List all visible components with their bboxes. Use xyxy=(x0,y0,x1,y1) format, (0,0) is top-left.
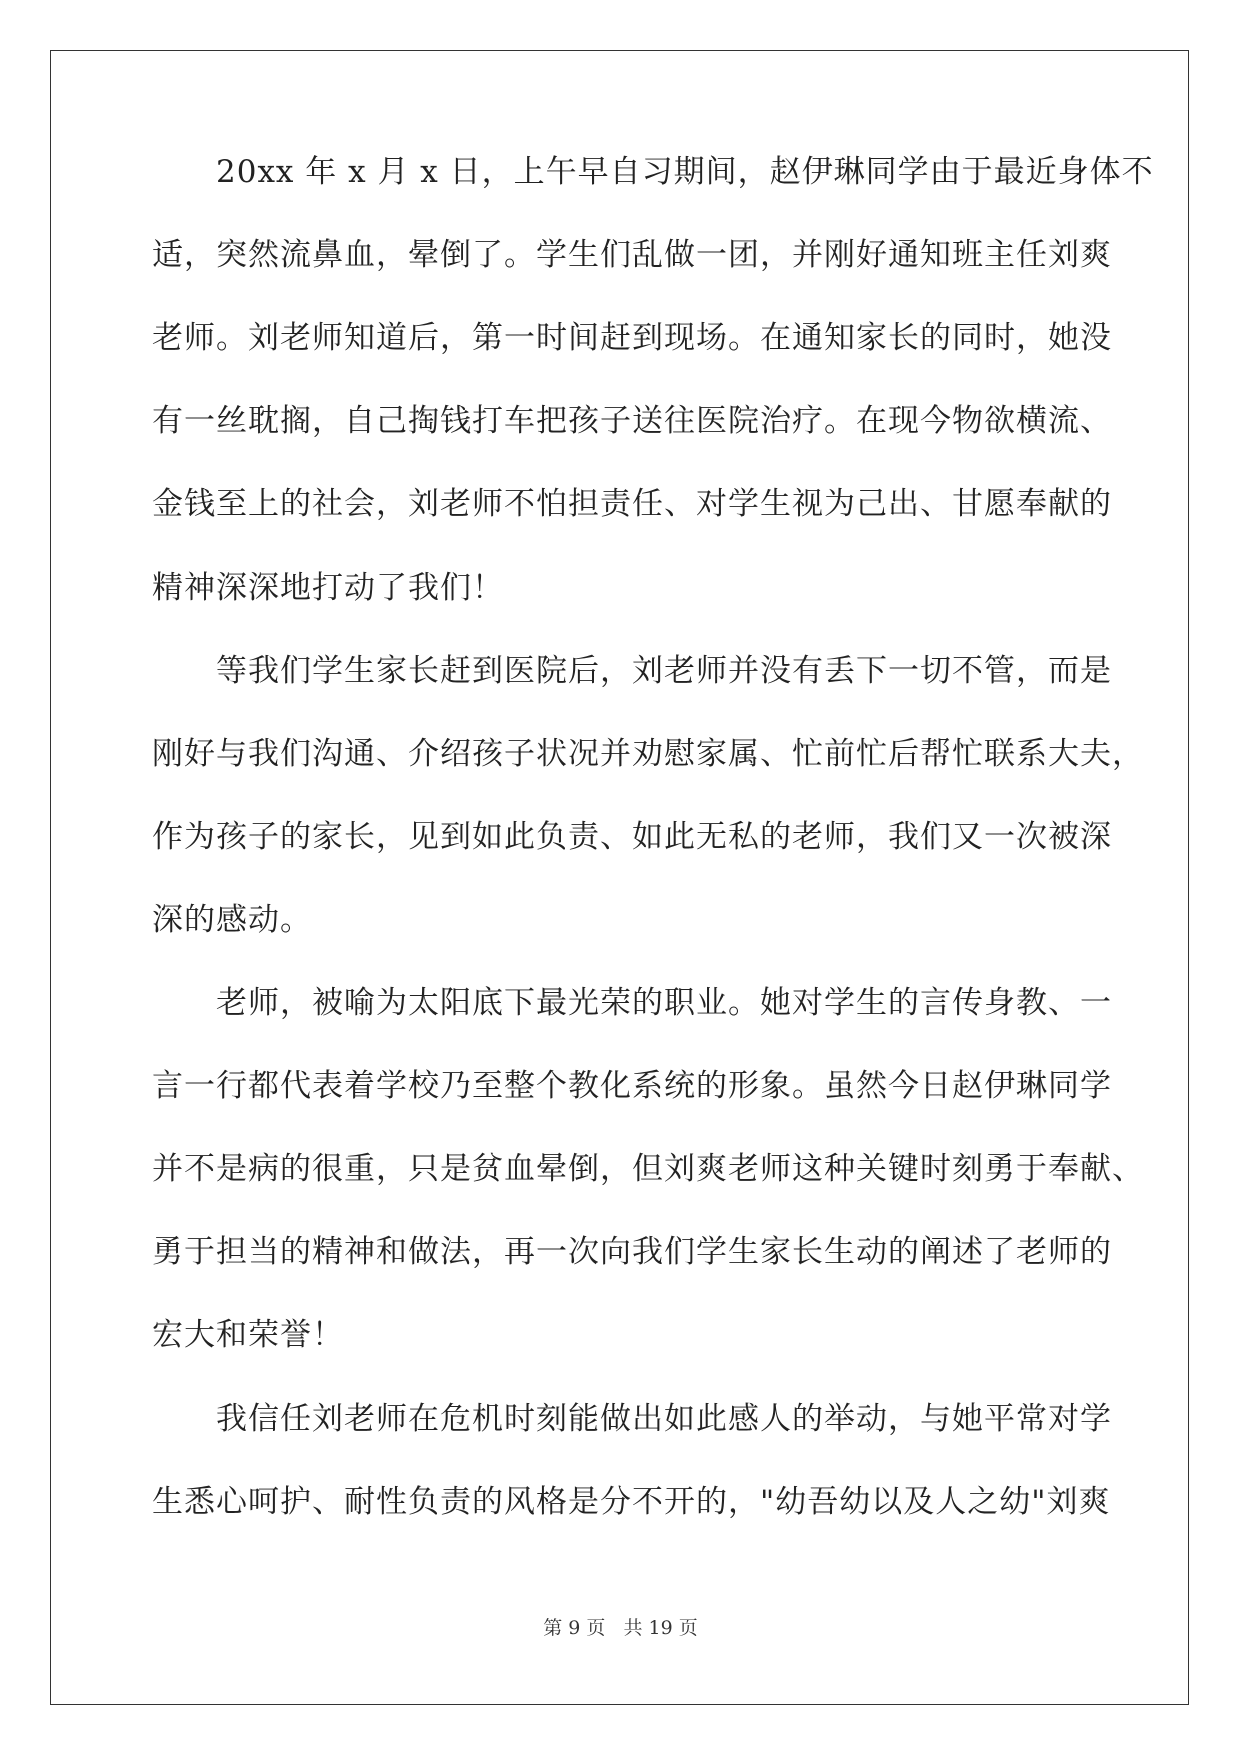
page-frame xyxy=(50,50,1189,1705)
body-line: 言一行都代表着学校乃至整个教化系统的形象。虽然今日赵伊琳同学 xyxy=(152,1068,1112,1104)
body-line: 精神深深地打动了我们！ xyxy=(152,570,504,606)
page-number: 第 9 页 xyxy=(543,1617,606,1639)
body-line: 适，突然流鼻血，晕倒了。学生们乱做一团，并刚好通知班主任刘爽 xyxy=(152,237,1112,273)
body-line: 作为孩子的家长，见到如此负责、如此无私的老师，我们又一次被深 xyxy=(152,819,1112,855)
body-line: 金钱至上的社会，刘老师不怕担责任、对学生视为己出、甘愿奉献的 xyxy=(152,486,1112,522)
body-line: 生悉心呵护、耐性负责的风格是分不开的，"幼吾幼以及人之幼"刘爽 xyxy=(152,1484,1111,1520)
body-line: 等我们学生家长赶到医院后，刘老师并没有丢下一切不管，而是 xyxy=(152,653,1112,689)
page-total: 共 19 页 xyxy=(623,1617,698,1639)
body-line: 20xx 年 x 月 x 日，上午早自习期间，赵伊琳同学由于最近身体不 xyxy=(152,154,1154,190)
page-footer xyxy=(0,1616,1241,1640)
body-line: 宏大和荣誉！ xyxy=(152,1317,344,1353)
body-line: 有一丝耽搁，自己掏钱打车把孩子送往医院治疗。在现今物欲横流、 xyxy=(152,403,1112,439)
body-line: 并不是病的很重，只是贫血晕倒，但刘爽老师这种关键时刻勇于奉献、 xyxy=(152,1151,1144,1187)
body-line: 老师，被喻为太阳底下最光荣的职业。她对学生的言传身教、一 xyxy=(152,985,1112,1021)
body-line: 我信任刘老师在危机时刻能做出如此感人的举动，与她平常对学 xyxy=(152,1401,1112,1437)
body-line: 刚好与我们沟通、介绍孩子状况并劝慰家属、忙前忙后帮忙联系大夫， xyxy=(152,736,1144,772)
body-line: 深的感动。 xyxy=(152,902,312,938)
body-line: 勇于担当的精神和做法，再一次向我们学生家长生动的阐述了老师的 xyxy=(152,1234,1112,1270)
body-line: 老师。刘老师知道后，第一时间赶到现场。在通知家长的同时，她没 xyxy=(152,320,1112,356)
